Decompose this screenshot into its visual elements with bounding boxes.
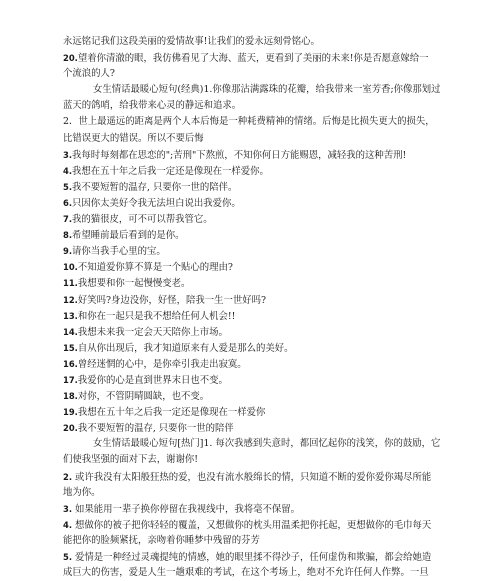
- text-line: [63, 308, 439, 324]
- item-number: 8.: [63, 230, 73, 241]
- document-body: [63, 34, 439, 581]
- line-text: 我爱你的心是直到世界末日也不变。: [77, 374, 228, 386]
- text-line: [63, 420, 439, 436]
- text-line: [63, 211, 439, 227]
- text-line: [63, 34, 439, 50]
- item-number: 2.: [63, 471, 73, 482]
- line-text: 比错误更大的错误。所以不要后悔: [63, 132, 204, 144]
- line-text: 和你在一起只是我不想给任何人机会!!: [77, 310, 236, 322]
- text-line: [63, 179, 439, 195]
- line-text: 地为你。: [63, 486, 101, 498]
- text-line: [63, 549, 439, 565]
- item-number: 15.: [63, 342, 78, 353]
- line-text: 不知道爱你算不算是一个贴心的理由?: [77, 262, 233, 274]
- item-number: 10.: [63, 262, 78, 273]
- item-number: 17.: [63, 374, 78, 385]
- item-number: 4.: [63, 165, 73, 176]
- text-line: [63, 436, 439, 452]
- text-line: [63, 340, 439, 356]
- item-number: 4.: [63, 519, 73, 530]
- line-text: 我不要短暂的温存, 只要你一世的陪伴: [77, 423, 234, 435]
- line-text: 想做你的被子把你轻轻的覆盖，又想做你的枕头用温柔把你托起，更想做你的毛巾每天: [72, 519, 432, 531]
- item-number: 16.: [63, 358, 78, 369]
- line-text: 我想要和你一起慢慢变老。: [77, 278, 191, 290]
- line-text: 如果能用一辈子换你停留在我视线中，我将毫不保留。: [72, 503, 300, 515]
- text-line: [63, 404, 439, 420]
- item-number: 13.: [63, 310, 78, 321]
- line-text: 我每时每刻都在思恋的";苦刑"下熬煎，不知你何日方能赐恩，减轻我的这种苦刑!: [72, 149, 407, 161]
- line-text: 或许我没有太阳般狂热的爱，也没有流水般绵长的情，只知道不断的爱你爱你竭尽所能: [72, 471, 432, 483]
- text-line: [63, 292, 439, 308]
- text-line: [63, 131, 439, 147]
- item-number: 3.: [63, 503, 73, 514]
- text-line: [63, 163, 439, 179]
- item-number: 3.: [63, 149, 73, 160]
- text-line: [63, 66, 439, 82]
- line-text: 女生情话最暖心短句(经典)1.你像那沾满露珠的花瓣，给我带来一室芳香;你像那划过: [93, 84, 441, 96]
- line-text: 们使我坚强的面对下去，谢谢你!: [63, 454, 199, 466]
- item-number: 20.: [63, 423, 78, 434]
- text-line: [63, 485, 439, 501]
- item-number: 14.: [63, 326, 78, 337]
- text-line: [63, 50, 439, 66]
- line-text: 女生情话最暖心短句[热门]1. 每次我感到失意时，都回忆起你的浅笑，你的鼓励，它: [93, 438, 441, 450]
- item-number: 12.: [63, 294, 78, 305]
- line-text: 希望睡前最后看到的是你。: [72, 230, 185, 242]
- text-line: [63, 114, 439, 130]
- line-text: 好笑吗?身边没你，好怪，陪我一生一世好吗?: [77, 294, 267, 306]
- item-number: 9.: [63, 246, 73, 257]
- text-line: [63, 275, 439, 291]
- text-line: [63, 356, 439, 372]
- text-line: [63, 98, 439, 114]
- line-text: 请你当我手心里的宝。: [72, 246, 166, 258]
- text-line: [63, 533, 439, 549]
- line-text: 爱情是一种经过灵魂提纯的情感，她的眼里揉不得沙子，任何虚伪和欺骗，都会给她造: [72, 552, 432, 563]
- text-line: [63, 324, 439, 340]
- line-text: 只因你太美好令我无法坦白说出我爱你。: [72, 197, 241, 209]
- item-number: 11.: [63, 278, 78, 289]
- line-text: 蓝天的鸽哨，给我带来心灵的静远和追求。: [63, 100, 242, 112]
- item-number: 5.: [63, 552, 73, 562]
- text-line: [63, 243, 439, 259]
- text-line: [63, 195, 439, 211]
- item-number: 20.: [63, 53, 78, 64]
- line-text: 我想未来我一定会天天陪你上市场。: [77, 326, 228, 338]
- line-text: 我想在五十年之后我一定还是像现在一样爱你: [77, 407, 266, 419]
- line-text: 对你，不管阴晴圆缺，也不变。: [77, 391, 210, 403]
- text-line: [63, 501, 439, 517]
- line-text: 我的猫很皮，可不可以帮我管它。: [72, 214, 213, 226]
- item-number: 19.: [63, 407, 78, 418]
- text-line: [63, 147, 439, 163]
- line-text: 能把你的脸频紧抚，亲吻着你睡梦中残留的芬芳: [63, 534, 260, 546]
- item-number: 18.: [63, 391, 78, 402]
- line-text: 永远铭记我们这段美丽的爱情故事!让我们的爱永远刻骨铭心。: [63, 36, 320, 47]
- line-text: 我不要短暂的温存, 只要你一世的陪伴。: [72, 181, 238, 193]
- text-line: [63, 517, 439, 533]
- line-text: 望着你清澈的眼，我仿佛看见了大海、蓝天，更看到了美丽的未来!你是否愿意嫁给一: [77, 53, 429, 65]
- text-line: [63, 259, 439, 275]
- line-text: 我想在五十年之后我一定还是像现在一样爱你。: [72, 165, 269, 177]
- text-line: [63, 469, 439, 485]
- line-text: 自从你出现后，我才知道原来有人爱是那么的美好。: [77, 342, 294, 354]
- line-text: 2．世上最遥远的距离是两个人本后悔是一种耗费精神的情绪。后悔是比损失更大的损失，: [63, 116, 435, 128]
- text-line: [63, 227, 439, 243]
- text-line: [63, 372, 439, 388]
- text-line: [63, 452, 439, 468]
- text-line: [63, 565, 439, 581]
- item-number: 6.: [63, 197, 73, 208]
- text-line: [63, 388, 439, 404]
- line-text: 成巨大的伤害，爱是人生一趟艰难的考试，在这个考场上，绝对不允许任何人作弊。一旦: [63, 567, 429, 579]
- item-number: 5.: [63, 181, 73, 192]
- line-text: 个流浪的人?: [63, 68, 115, 80]
- text-line: [63, 82, 439, 98]
- item-number: 7.: [63, 214, 73, 225]
- line-text: 曾经迷惘的心中，是你牵引我走出寂寞。: [77, 358, 247, 370]
